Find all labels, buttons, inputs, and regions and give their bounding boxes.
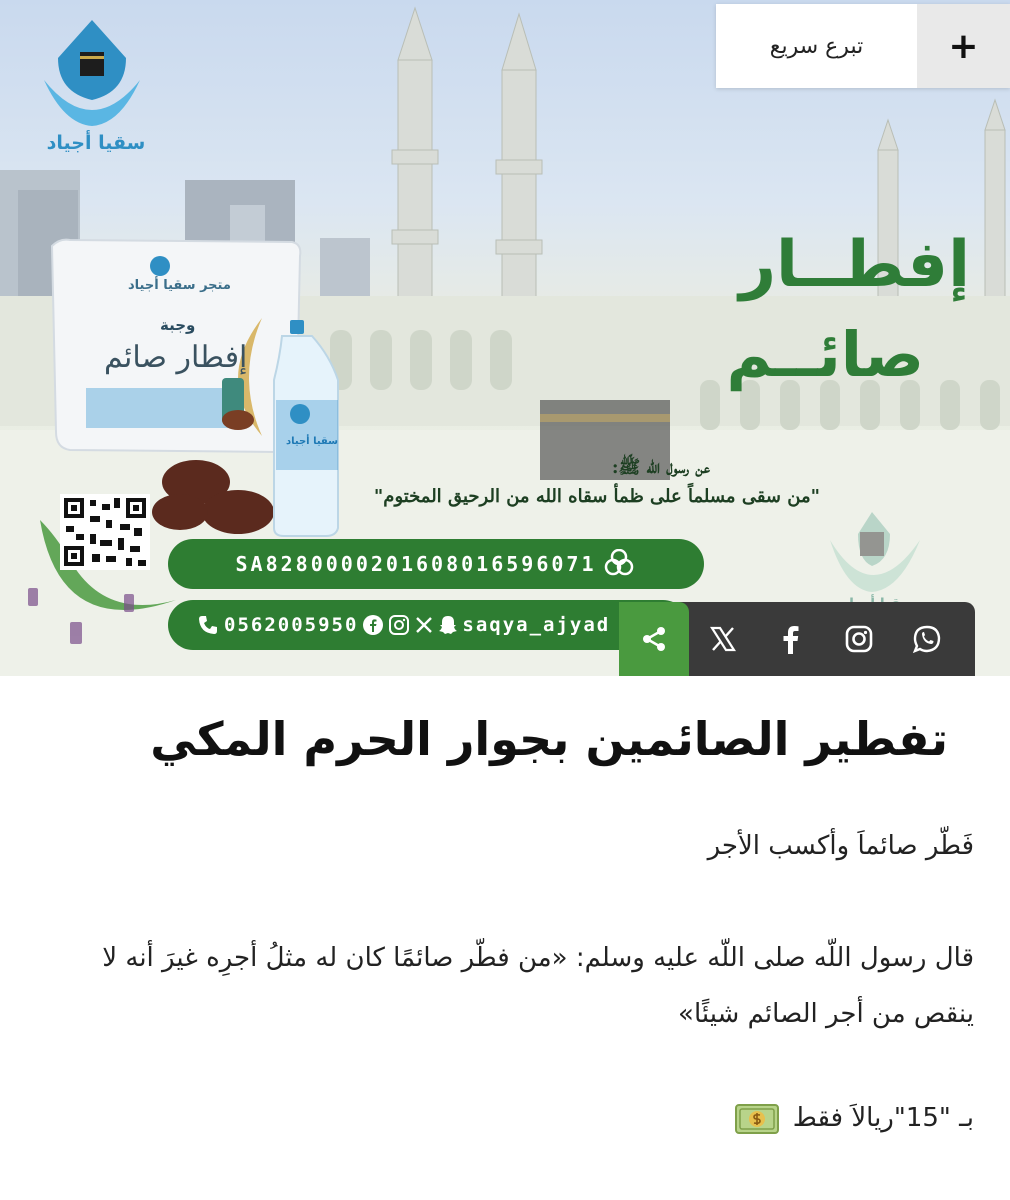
contact-phone: 0562005950	[224, 614, 359, 636]
brand-name: سقيا أجياد	[46, 132, 146, 154]
bag-meal-label: وجبة	[160, 316, 196, 334]
instagram-small-icon	[388, 614, 410, 636]
phone-icon	[196, 613, 220, 637]
brand-logo-icon	[44, 20, 140, 126]
whatsapp-icon	[912, 624, 942, 654]
hero-title-line2: صائــم	[726, 318, 924, 391]
facebook-small-icon	[362, 614, 384, 636]
x-icon	[709, 625, 737, 653]
share-x-button[interactable]	[689, 602, 757, 676]
quick-donate-plus-button[interactable]: +	[917, 4, 1010, 88]
instagram-icon	[844, 624, 874, 654]
share-facebook-button[interactable]	[757, 602, 825, 676]
quick-donate-label[interactable]: تبرع سريع	[769, 33, 864, 59]
iban-pill	[168, 539, 704, 589]
snapchat-small-icon	[438, 614, 458, 636]
iban-number: SA8280000201608016596071	[235, 552, 597, 576]
share-toggle-button[interactable]	[619, 602, 689, 676]
contact-handle: saqya_ajyad	[462, 614, 611, 636]
bank-logo-icon	[602, 549, 636, 579]
share-whatsapp-button[interactable]	[893, 602, 961, 676]
share-icon	[640, 625, 668, 653]
banner-hadith-quote: "من سقى مسلماً على ظمأ سقاه الله من الرحيق المختوم"	[373, 486, 820, 507]
share-instagram-button[interactable]	[825, 602, 893, 676]
banner-hadith-heading: عن رسول الله ﷺ:	[611, 457, 710, 478]
money-bill-icon	[735, 1104, 779, 1134]
price-text: بـ "15"ريالاَ فقط	[792, 1103, 974, 1133]
quick-donate-widget[interactable]	[716, 4, 1010, 88]
bag-title-label: إفطار صائم	[104, 340, 248, 375]
article-subtitle: فَطّر صائماَ وأكسب الأجر	[707, 831, 974, 861]
hero-title-line1: إفطــار	[739, 228, 970, 302]
share-bar	[619, 602, 975, 676]
x-small-icon	[414, 615, 434, 635]
contact-pill	[168, 600, 688, 650]
qr-code-icon	[60, 494, 150, 570]
bag-store-label: متجر سقيا أجياد	[128, 278, 231, 293]
article-hadith: قال رسول اللّه صلى اللّه عليه وسلم: «من فطّر صائمًا كان له مثلُ أجرِه غيرَ أنه لا ينقص من أجر الصائم شيئًا»	[102, 943, 974, 1029]
facebook-icon	[782, 624, 800, 654]
article-title: تفطير الصائمين بجوار الحرم المكي	[150, 712, 948, 766]
article-price	[735, 1090, 974, 1146]
bottle-label: سقيا أجياد	[286, 436, 338, 447]
